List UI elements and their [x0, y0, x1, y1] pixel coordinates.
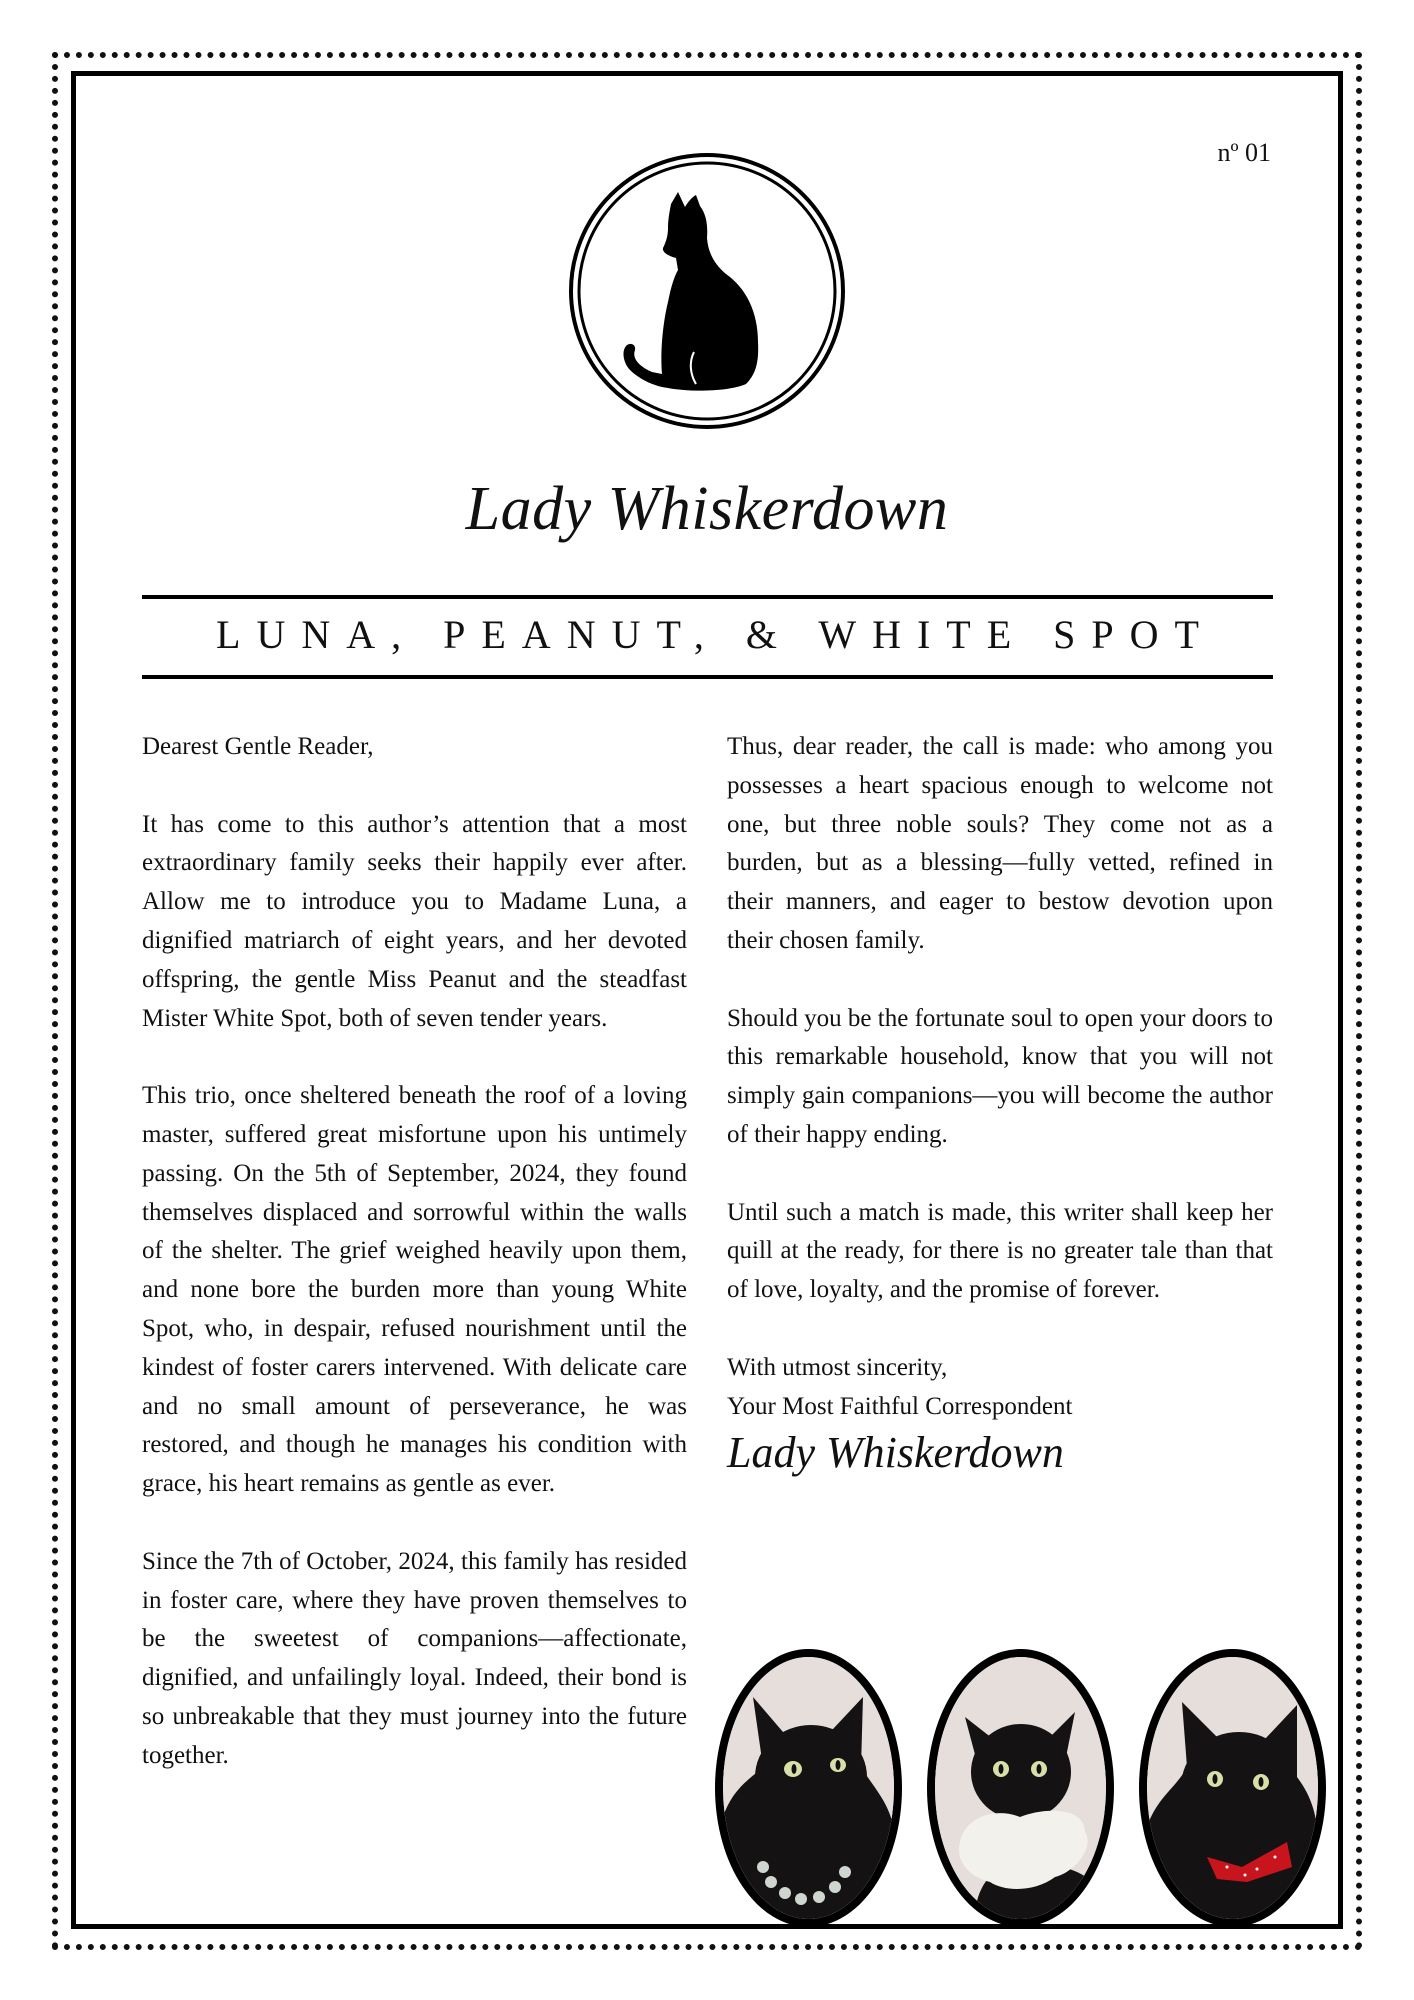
cat-photo-row — [715, 1649, 1327, 1929]
photo-luna — [715, 1649, 902, 1927]
paragraph-introduction: It has come to this author’s attention that a most extraordinary family seeks their happily ever after. Allow me to introduce you to Madame Luna, a dignified matriarch of eight years, and her devoted offspring, the gentle Miss Peanut and the steadfast Mister White Spot, both of seven tender years. — [142, 810, 687, 1032]
photo-white-spot — [1139, 1649, 1326, 1927]
cat-emblem — [568, 152, 846, 430]
paragraph-history: This trio, once sheltered beneath the roof of a loving master, suffered great misfortune upon his untimely passing. On the 5th of September, 2024, they found themselves displaced and sorrowful within the walls of the shelter. The grief weighed heavily upon them, and none bore the burden more than young White Spot, who, in despair, refused nourishment until the kindest of foster carers intervened. With delicate care and no small amount of perseverance, he was restored, and though he manages his condition with grace, his heart remains as gentle as ever. — [142, 1082, 687, 1498]
photo-peanut — [927, 1649, 1114, 1927]
closing-line-correspondent: Your Most Faithful Correspondent — [727, 1392, 1073, 1420]
paragraph-call-to-adopt: Thus, dear reader, the call is made: who among you possesses a heart spacious enough to welcome not one, but three noble souls? They come not as a burden, but as a blessing—fully vetted, refined in their manners, and eager to bestow devotion upon their chosen family. — [727, 733, 1273, 954]
salutation: Dearest Gentle Reader, — [142, 733, 374, 760]
header-rule-bottom — [142, 675, 1273, 679]
closing-line-sincerity: With utmost sincerity, — [727, 1353, 948, 1381]
letter-left-column — [142, 728, 687, 1814]
paragraph-until-match: Until such a match is made, this writer shall keep her quill at the ready, for there is no greater tale than that of love, loyalty, and the promise of forever. — [727, 1198, 1273, 1304]
issue-number: nº 01 — [1217, 138, 1271, 167]
subtitle-cat-names: LUNA, PEANUT, & WHITE SPOT — [216, 612, 1215, 657]
letter-closing — [727, 1349, 1273, 1479]
letter-right-column — [727, 728, 1273, 1478]
paragraph-foster-care: Since the 7th of October, 2024, this family has resided in foster care, where they have proven themselves to be the sweetest of companions—affectionate, dignified, and unfailingly loyal. Indeed, their bond is so unbreakable that they must journey into the future together. — [142, 1547, 687, 1769]
cat-portrait-peanut-image — [935, 1657, 1106, 1919]
signature: Lady Whiskerdown — [727, 1428, 1064, 1478]
cat-portrait-luna-image — [723, 1657, 894, 1919]
sitting-cat-silhouette-icon — [568, 152, 846, 430]
cat-portrait-white-spot-image — [1147, 1657, 1318, 1919]
masthead-title: Lady Whiskerdown — [465, 475, 949, 543]
paragraph-fortunate-soul: Should you be the fortunate soul to open your doors to this remarkable household, know that you will not simply gain companions—you will become the author of their happy ending. — [727, 1004, 1273, 1148]
header-rule-top — [142, 595, 1273, 599]
